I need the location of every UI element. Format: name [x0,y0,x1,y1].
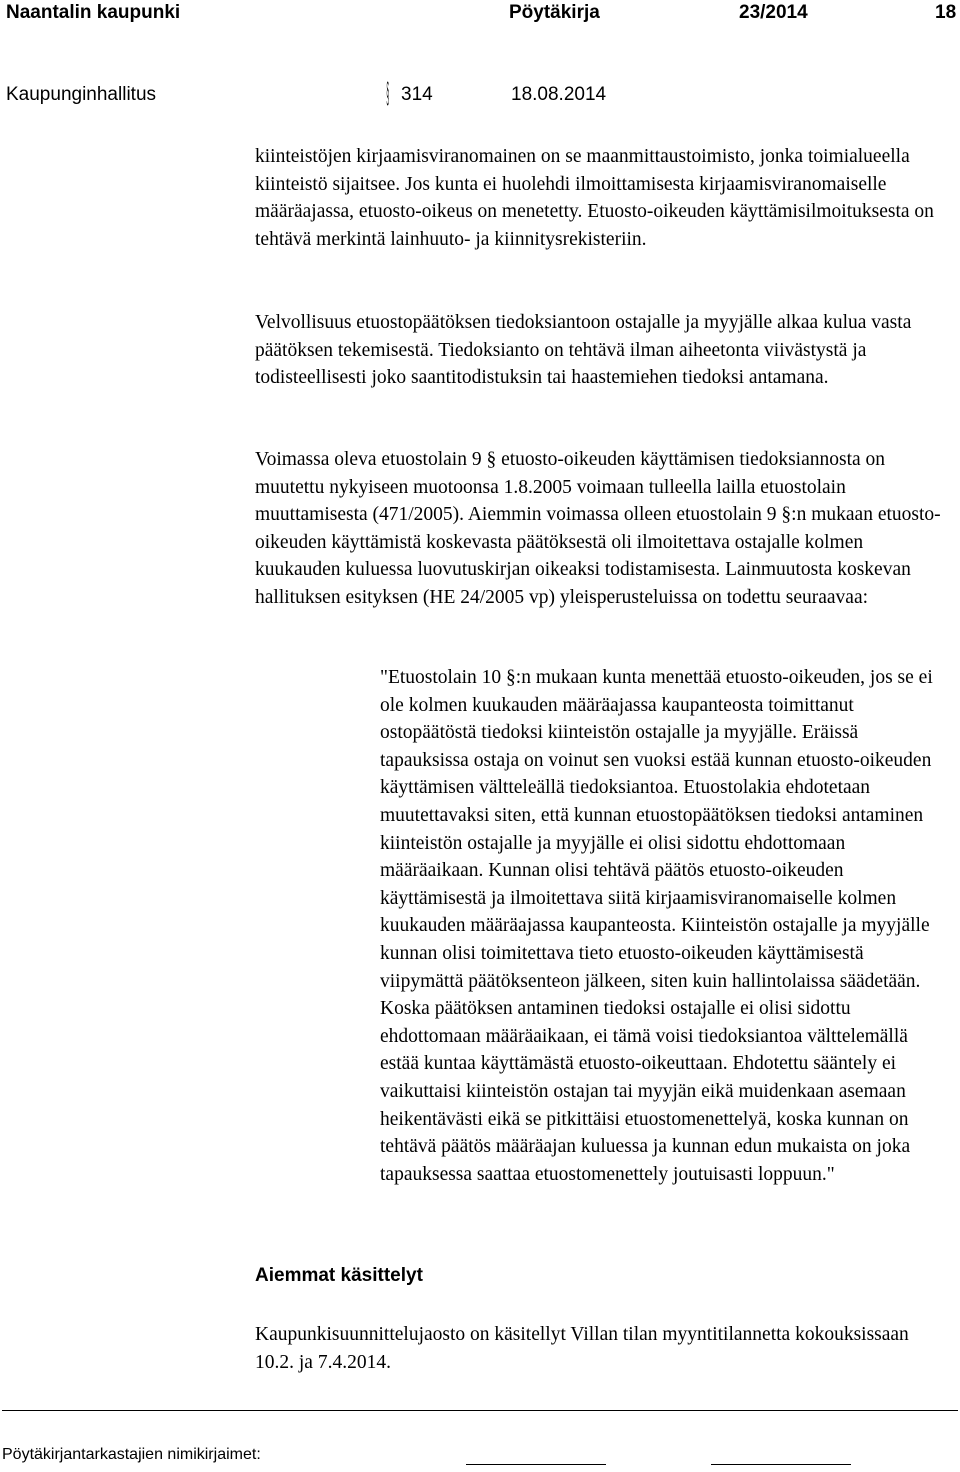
paragraph-registration: kiinteistöjen kirjaamisviranomainen on se maanmittaustoimisto, jonka toimialueella kiinteistö sijaitsee. Jos kunta ei huolehdi ilmoittamisesta kirjaamisviranomaiselle määräajassa, etuosto-oikeus on menetetty. Etuosto-oikeuden käyttämisilmoituksesta on tehtävä merkintä lainhuuto- ja kiinnitysrekisteriin. [255,146,934,250]
page-number: 18 [935,2,957,23]
paragraph-notification-duty: Velvollisuus etuostopäätöksen tiedoksiantoon ostajalle ja myyjälle alkaa kulua vasta päätöksen tekemisestä. Tiedoksianto on tehtävä ilman aiheetonta viivästystä ja todisteellisesti joko saantitodistuksin tai haastemiehen tiedoksi antamana. [255,312,912,389]
signature-line-1 [466,1464,606,1465]
section-number: 314 [401,84,433,105]
government-proposal-quote: "Etuostolain 10 §:n mukaan kunta menettää etuosto-oikeuden, jos se ei ole kolmen kuukauden määräajassa kaupanteosta toimittanut ostopäätöstä tiedoksi kiinteistön ostajalle ja myyjälle. Eräissä tapauksissa ostaja on voinut sen vuoksi estää kunnan etuosto-oikeuden käyttämisen vältteleällä tiedoksiantoa. Etuostolakia ehdotetaan muutettavaksi siten, että kunnan etuostopäätöksen tiedoksi antaminen kiinteistön ostajalle ja myyjälle ei olisi sidottu ehdottomaan määräaikaan. Kunnan olisi tehtävä päätös etuosto-oikeuden käyttämisestä ja ilmoitettava siitä kirjaamisviranomaiselle kolmen kuukauden määräajassa kaupanteosta. Kiinteistön ostajalle ja myyjälle kunnan olisi toimitettava tieto etuosto-oikeuden käyttämisestä viipymättä päätöksenteon jälkeen, siten kuin hallintolaissa säädetään. Koska päätöksen antaminen tiedoksi ostajalle ei olisi sidottu ehdottomaan määräaikaan, ei tämä voisi tiedoksiantoa välttelemällä estää kuntaa käyttämästä etuosto-oikeuttaan. Ehdotettu sääntely ei vaikuttaisi kiinteistön ostajan tai myyjän eikä muidenkaan asemaan heikentävästi eikä se pitkittäisi etuostomenettelyä, koska kunnan on tehtävä päätös määräajan kuluessa ja kunnan edun mukaista on joka tapauksessa saattaa etuostomenettely joutuisasti loppuun." [380,667,933,1185]
document-type: Pöytäkirja [509,2,600,23]
footer-divider [2,1410,958,1411]
previous-handling-text: Kaupunkisuunnittelujaosto on käsitellyt Villan tilan myyntitilannetta kokouksissaan 10.2. ja 7.4.2014. [255,1324,909,1373]
reviewer-initials-label: Pöytäkirjantarkastajien nimikirjaimet: [2,1446,261,1463]
city-name: Naantalin kaupunki [6,2,181,23]
meeting-header: Kaupunginhallitus § 314 18.08.2014 [6,77,607,110]
governing-body: Kaupunginhallitus [6,84,157,105]
previous-handling-heading: Aiemmat käsittelyt [255,1265,423,1286]
document-header [0,2,960,28]
signature-line-2 [711,1464,851,1465]
paragraph-law-history: Voimassa oleva etuostolain 9 § etuosto-oikeuden käyttämisen tiedoksiannosta on muutettu nykyiseen muotoonsa 1.8.2005 voimaan tulleella lailla etuostolain muuttamisesta (471/2005). Aiemmin voimassa olleen etuostolain 9 §:n mukaan etuosto-oikeuden käyttämistä koskevasta päätöksestä oli ilmoitettava ostajalle kolmen kuukauden kuluessa luovutuskirjan oikeaksi todistamisesta. Lainmuutosta koskevan hallituksen esityksen (HE 24/2005 vp) yleisperusteluissa on todettu seuraavaa: [255,449,941,608]
meeting-date: 18.08.2014 [511,84,607,105]
document-number: 23/2014 [739,2,808,23]
